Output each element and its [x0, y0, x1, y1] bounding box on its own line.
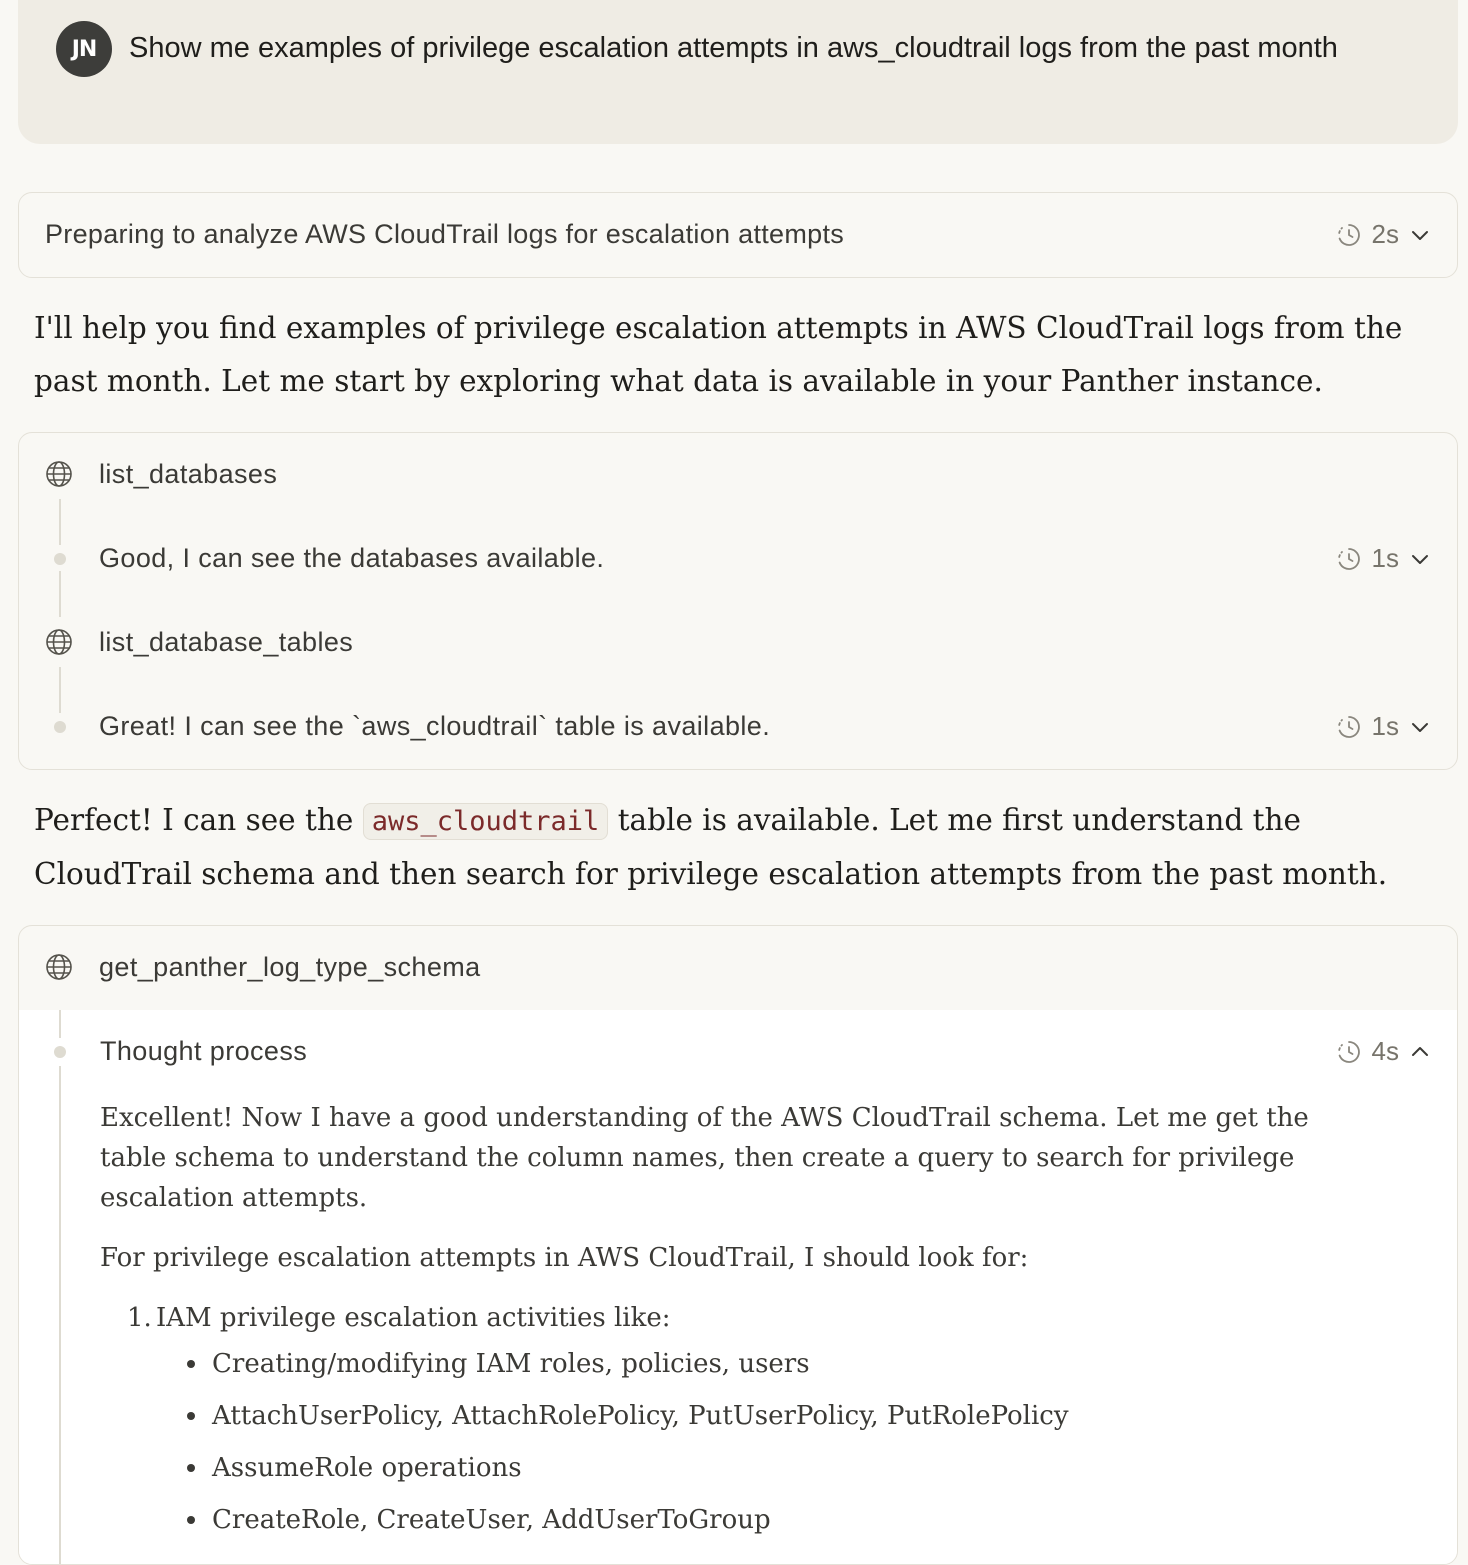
tool-name: list_databases	[99, 459, 278, 489]
thinking-step-title: Preparing to analyze AWS CloudTrail logs for escalation attempts	[45, 219, 845, 249]
avatar: JN	[56, 21, 112, 77]
tool-name: get_panther_log_type_schema	[99, 952, 481, 982]
chevron-down-icon[interactable]	[1409, 716, 1431, 738]
thinking-step-duration: 2s	[1371, 219, 1399, 249]
user-message-text: Show me examples of privilege escalation attempts in aws_cloudtrail logs from the past month	[129, 32, 1338, 64]
tool-result-2[interactable]	[19, 685, 1457, 769]
thought-paragraph: Excellent! Now I have a good understanding of the AWS CloudTrail schema. Let me get the table schema to understand the column names, then create a query to search for privilege escalation attempts.	[100, 1103, 1309, 1213]
tool-call-list-database-tables[interactable]	[19, 601, 1457, 685]
timer-icon	[1336, 222, 1362, 248]
tool-result-text: Great! I can see the `aws_cloudtrail` table is available.	[99, 711, 771, 741]
tool-call-get-panther-log-type-schema[interactable]	[19, 926, 1457, 1010]
chevron-down-icon[interactable]	[1409, 224, 1431, 246]
tool-call-list-databases[interactable]	[19, 433, 1457, 517]
numbered-list-item	[100, 1298, 1330, 1338]
thought-process-panel	[19, 1010, 1457, 1564]
response-text-before: Perfect! I can see the	[34, 803, 354, 837]
tool-group-2	[18, 925, 1458, 1565]
thought-paragraph: For privilege escalation attempts in AWS CloudTrail, I should look for:	[100, 1243, 1029, 1273]
list-item: AssumeRole operations	[100, 1442, 1330, 1494]
list-item-text: IAM privilege escalation activities like:	[156, 1303, 671, 1333]
user-message	[18, 0, 1458, 144]
chevron-up-icon[interactable]	[1409, 1041, 1431, 1063]
globe-icon	[45, 628, 73, 661]
list-item: CreateRole, CreateUser, AddUserToGroup	[100, 1494, 1330, 1546]
list-item: Creating/modifying IAM roles, policies, users	[100, 1338, 1330, 1390]
bullet-list	[100, 1338, 1330, 1546]
assistant-response-2	[34, 794, 1434, 901]
response-text-after: table is available. Let me first understand the CloudTrail schema and then search for privilege escalation attempts from the past month.	[34, 803, 1388, 891]
tool-result-1[interactable]	[19, 517, 1457, 601]
list-number: 1.	[127, 1303, 152, 1333]
thinking-step-card[interactable]	[18, 192, 1458, 278]
timer-icon	[1336, 546, 1362, 572]
tool-group-1	[18, 432, 1458, 770]
tool-result-duration: 1s	[1371, 711, 1399, 741]
tool-result-duration: 1s	[1371, 543, 1399, 573]
globe-icon	[45, 460, 73, 493]
assistant-response-1: I'll help you find examples of privilege escalation attempts in AWS CloudTrail logs from the past month. Let me start by exploring what data is available in your Panther instance.	[34, 311, 1403, 398]
timer-icon	[1336, 1039, 1362, 1065]
thought-process-duration: 4s	[1371, 1036, 1399, 1066]
tool-name: list_database_tables	[99, 627, 354, 657]
thought-process-title[interactable]: Thought process	[100, 1036, 308, 1066]
list-item: AttachUserPolicy, AttachRolePolicy, PutUserPolicy, PutRolePolicy	[100, 1390, 1330, 1442]
timer-icon	[1336, 714, 1362, 740]
globe-icon	[45, 953, 73, 986]
inline-code: aws_cloudtrail	[363, 803, 609, 840]
thought-process-body	[100, 1098, 1330, 1546]
tool-result-text: Good, I can see the databases available.	[99, 543, 605, 573]
chevron-down-icon[interactable]	[1409, 548, 1431, 570]
